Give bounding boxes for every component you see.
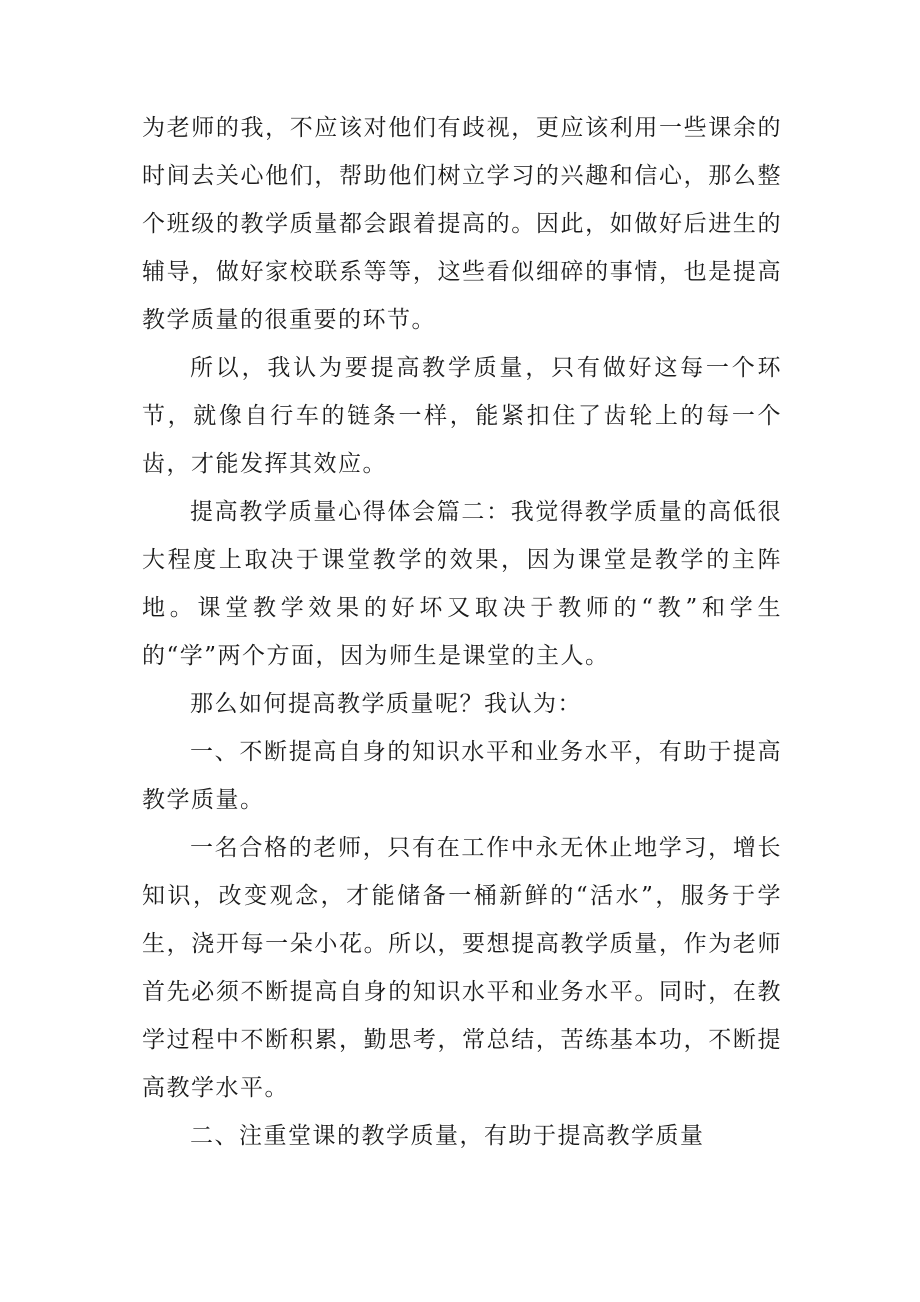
paragraph-continuation: 为老师的我，不应该对他们有歧视，更应该利用一些课余的时间去关心他们，帮助他们树立学习的兴趣和信心，那么整个班级的教学质量都会跟着提高的。因此，如做好后进生的辅导，做好家校联系等等，这些看似细碎的事情，也是提高教学质量的很重要的环节。 — [142, 115, 782, 333]
paragraph-section-two-intro: 提高教学质量心得体会篇二：我觉得教学质量的高低很大程度上取决于课堂教学的效果，因为课堂是教学的主阵地。课堂教学效果的好坏又取决于教师的“教”和学生的“学”两个方面，因为师生是课堂的主人。 — [142, 499, 782, 669]
document-page — [142, 104, 782, 1160]
paragraph-point-one-heading: 一、不断提高自身的知识水平和业务水平，有助于提高教学质量。 — [142, 739, 782, 813]
paragraph-conclusion: 所以，我认为要提高教学质量，只有做好这每一个环节，就像自行车的链条一样，能紧扣住了齿轮上的每一个齿，才能发挥其效应。 — [142, 355, 782, 477]
paragraph-point-two-heading: 二、注重堂课的教学质量，有助于提高教学质量 — [190, 1123, 705, 1149]
paragraph-point-one-body: 一名合格的老师，只有在工作中永无休止地学习，增长知识，改变观念，才能储备一桶新鲜的“活水”，服务于学生，浇开每一朵小花。所以，要想提高教学质量，作为老师首先必须不断提高自身的知识水平和业务水平。同时，在教学过程中不断积累，勤思考，常总结，苦练基本功，不断提高教学水平。 — [142, 835, 782, 1101]
paragraph-question: 那么如何提高教学质量呢？我认为： — [190, 691, 582, 717]
